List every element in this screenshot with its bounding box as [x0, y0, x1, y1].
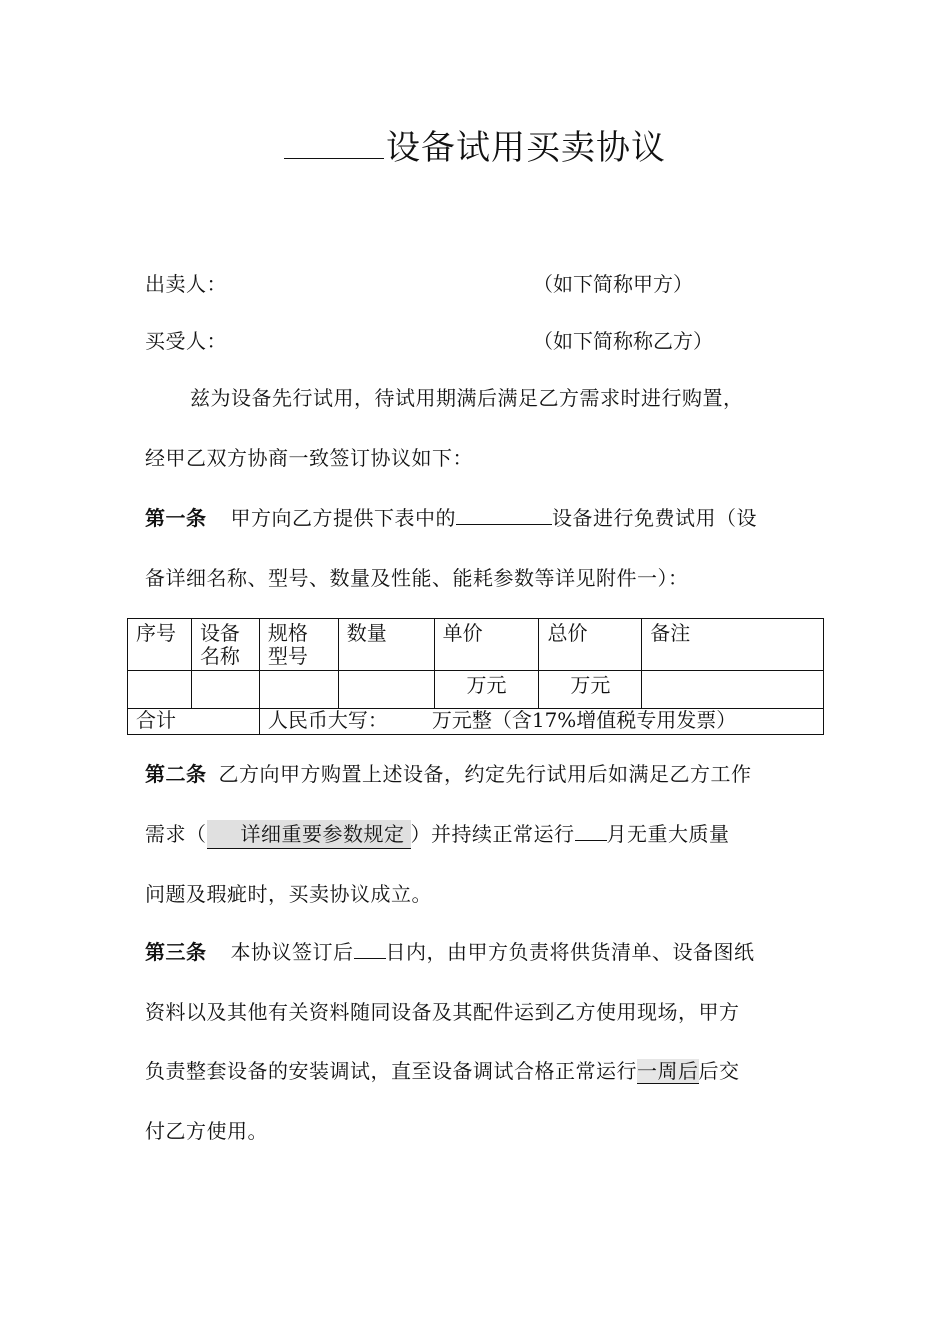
intro-line-2: 经甲乙双方协商一致签订协议如下： [145, 446, 473, 470]
article1-line-2: 备详细名称、型号、数量及性能、能耗参数等详见附件一）： [145, 566, 689, 590]
buyer-label: 买受人： [145, 329, 227, 353]
article2-heading: 第二条 [145, 762, 207, 786]
total-label-cell: 合计 [128, 709, 260, 735]
days-blank [354, 938, 386, 959]
table-cell [128, 671, 192, 709]
article2-line-3: 问题及瑕疵时，买卖协议成立。 [145, 882, 432, 906]
article1-device-blank [456, 504, 552, 525]
article3-line-2: 资料以及其他有关资料随同设备及其配件运到乙方使用现场，甲方 [145, 1000, 740, 1024]
table-cell [338, 671, 434, 709]
total-rmb-cell [259, 709, 823, 735]
header-cell-device-name: 设备 名称 [191, 619, 259, 671]
article2-line-2 [145, 820, 730, 849]
months-blank [575, 820, 607, 841]
article3-line-1 [145, 938, 755, 966]
article2-text-2a: 需求（ [145, 822, 207, 846]
table-total-row [128, 709, 824, 735]
article1-line-1 [145, 504, 757, 532]
article2-text-2b: ）并持续正常运行 [410, 822, 575, 846]
table-row [128, 671, 824, 709]
seller-note: （如下简称甲方） [533, 272, 693, 296]
article2-text-1: 乙方向甲方购置上述设备，约定先行试用后如满足乙方工作 [218, 762, 752, 786]
one-week-highlight: 一周后 [637, 1059, 699, 1083]
article3-text-3b: 后交 [698, 1059, 740, 1083]
header-cell-remarks: 备注 [642, 619, 824, 671]
total-rmb-value: 万元整（含17%增值税专用发票） [431, 708, 737, 732]
parameter-placeholder: 详细重要参数规定 [207, 820, 411, 849]
table-cell-total-price: 万元 [539, 671, 642, 709]
article3-line-3 [145, 1057, 740, 1085]
header-cell-model: 规格 型号 [259, 619, 338, 671]
table-cell [259, 671, 338, 709]
article1-heading: 第一条 [145, 506, 207, 530]
title-blank-line [284, 128, 384, 159]
table-header-row [128, 619, 824, 671]
equipment-table [127, 618, 824, 735]
article3-text-1a: 本协议签订后 [230, 940, 354, 964]
seller-label: 出卖人： [145, 272, 227, 296]
article1-text-b: 设备进行免费试用（设 [552, 506, 757, 530]
article3-text-3a: 负责整套设备的安装调试，直至设备调试合格正常运行 [145, 1059, 637, 1083]
total-rmb-label: 人民币大写： [267, 708, 388, 732]
article3-heading: 第三条 [145, 940, 207, 964]
intro-line-1: 兹为设备先行试用，待试用期满后满足乙方需求时进行购置， [190, 386, 744, 410]
article2-line-1 [145, 760, 752, 788]
title-text: 设备试用买卖协议 [386, 128, 666, 168]
buyer-note: （如下简称称乙方） [533, 329, 713, 353]
article2-text-2c: 月无重大质量 [606, 822, 730, 846]
article3-text-1b: 日内，由甲方负责将供货清单、设备图纸 [385, 940, 755, 964]
header-cell-total-price: 总价 [539, 619, 642, 671]
document-title [0, 126, 950, 170]
table-cell [191, 671, 259, 709]
article3-line-4: 付乙方使用。 [145, 1119, 268, 1143]
article1-text-a: 甲方向乙方提供下表中的 [230, 506, 456, 530]
table-cell [642, 671, 824, 709]
table-cell-unit-price: 万元 [434, 671, 539, 709]
header-cell-index: 序号 [128, 619, 192, 671]
header-cell-quantity: 数量 [338, 619, 434, 671]
header-cell-unit-price: 单价 [434, 619, 539, 671]
